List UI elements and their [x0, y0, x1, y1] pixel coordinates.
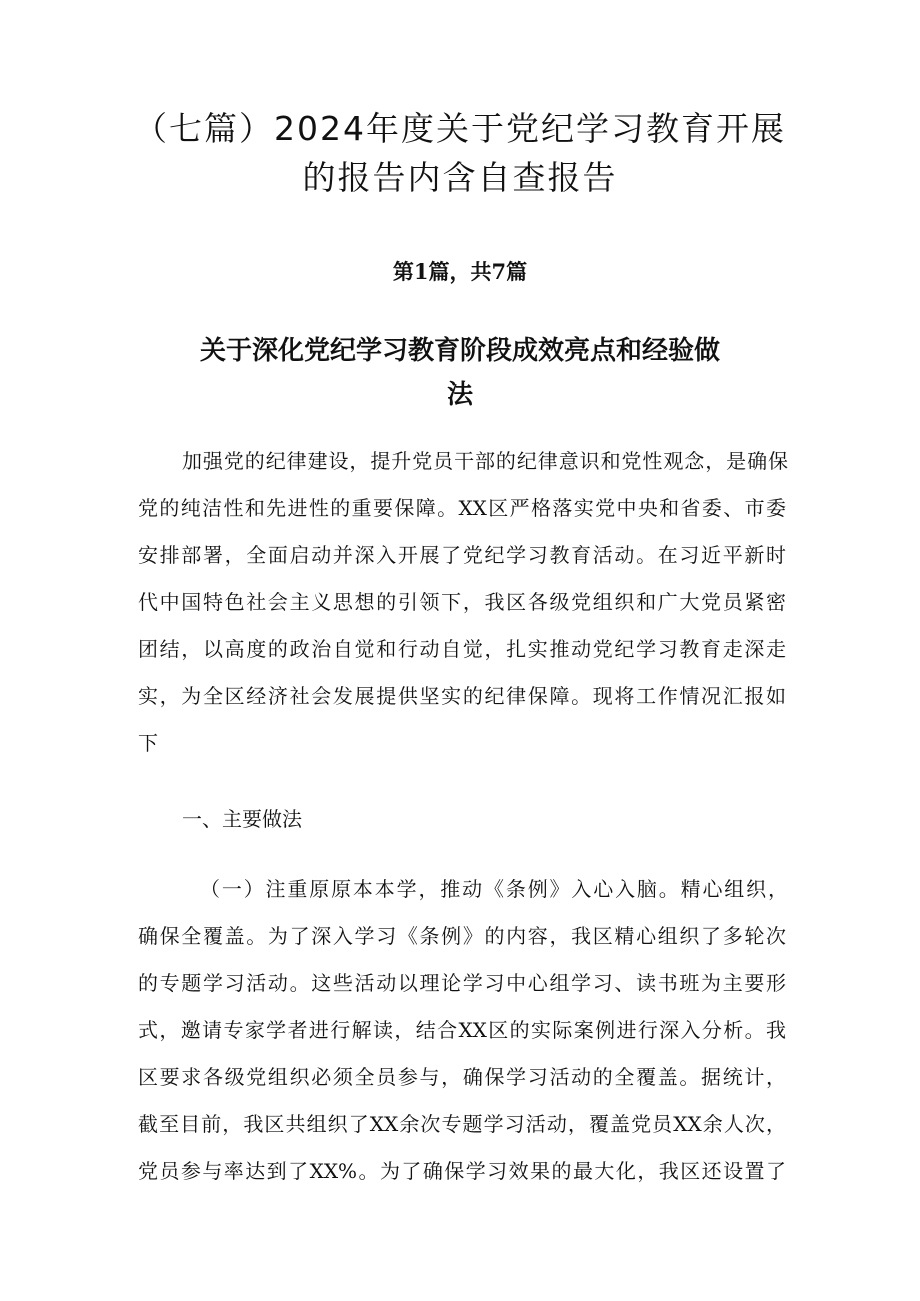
- section1-line-4: 式，邀请专家学者进行解读，结合XX区的实际案例进行深入分析。我: [138, 1018, 786, 1042]
- intro-line-6: 实，为全区经济社会发展提供坚实的纪律保障。现将工作情况汇报如: [138, 684, 786, 708]
- section-heading: 一、主要做法: [182, 807, 302, 831]
- section1-line-1: （一）注重原原本本学，推动《条例》入心入脑。精心组织，: [200, 877, 788, 901]
- section1-line-7: 党员参与率达到了XX%。为了确保学习效果的最大化，我区还设置了: [138, 1159, 786, 1183]
- section1-line-2: 确保全覆盖。为了深入学习《条例》的内容，我区精心组织了多轮次: [138, 924, 786, 948]
- intro-line-3: 安排部署，全面启动并深入开展了党纪学习教育活动。在习近平新时: [138, 543, 786, 567]
- section1-line-5: 区要求各级党组织必须全员参与，确保学习活动的全覆盖。据统计，: [138, 1065, 786, 1089]
- document-title-line-1: （七篇）2024年度关于党纪学习教育开展: [134, 109, 786, 148]
- section1-line-6: 截至目前，我区共组织了XX余次专题学习活动，覆盖党员XX余人次，: [138, 1112, 786, 1136]
- intro-line-7: 下: [138, 731, 158, 755]
- subtitle-line-1: 关于深化党纪学习教育阶段成效亮点和经验做: [199, 336, 720, 366]
- document-title-line-2: 的报告内含自查报告: [302, 158, 618, 197]
- intro-line-5: 团结，以高度的政治自觉和行动自觉，扎实推动党纪学习教育走深走: [138, 637, 786, 661]
- subtitle-line-2: 法: [446, 380, 473, 410]
- intro-line-2: 党的纯洁性和先进性的重要保障。XX区严格落实党中央和省委、市委: [138, 496, 786, 520]
- intro-line-4: 代中国特色社会主义思想的引领下，我区各级党组织和广大党员紧密: [138, 590, 786, 614]
- section1-line-3: 的专题学习活动。这些活动以理论学习中心组学习、读书班为主要形: [138, 971, 786, 995]
- part-label: 第1篇，共7篇: [392, 259, 528, 284]
- intro-line-1: 加强党的纪律建设，提升党员干部的纪律意识和党性观念，是确保: [182, 449, 788, 473]
